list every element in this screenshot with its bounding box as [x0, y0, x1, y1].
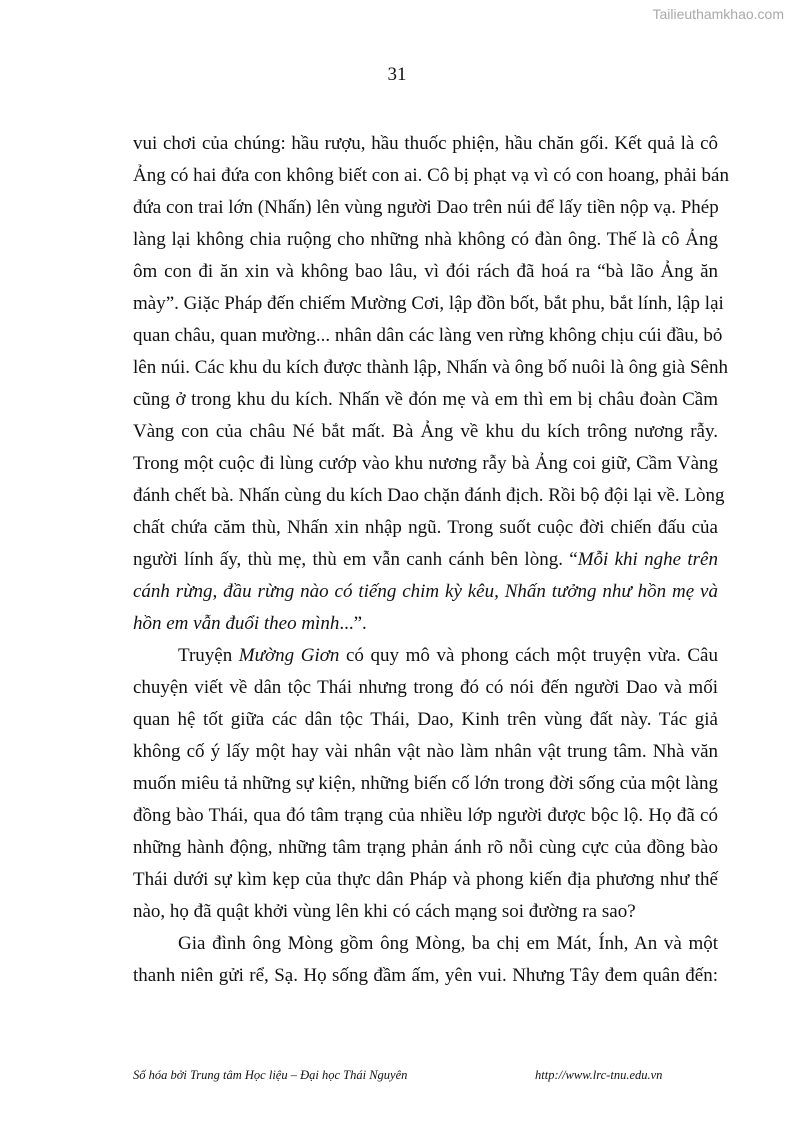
quote-line: cánh rừng, đầu rừng nào có tiếng chim kỳ kêu, Nhấn tưởng như hồn mẹ và: [133, 581, 718, 602]
text-run: người lính ấy, thù mẹ, thù em vẫn canh cánh bên lòng. “: [133, 549, 578, 570]
quote-text: hồn em vẫn đuổi theo mình: [133, 613, 340, 634]
text-line: Trong một cuộc đi lùng cướp vào khu nương rẫy bà Ảng coi giữ, Cầm Vàng: [133, 453, 718, 474]
text-line: đánh chết bà. Nhấn cùng du kích Dao chặn đánh địch. Rồi bộ đội lại về. Lòng: [133, 485, 725, 506]
body-text: [133, 128, 729, 992]
text-line: [133, 544, 718, 576]
text-line: những hành động, những tâm trạng phản ánh rõ nỗi cùng cực của đồng bào: [133, 837, 718, 858]
footer-source: Số hóa bởi Trung tâm Học liệu – Đại học Thái Nguyên: [133, 1068, 408, 1082]
text-line: đứa con trai lớn (Nhấn) lên vùng người Dao trên núi để lấy tiền nộp vạ. Phép: [133, 197, 719, 218]
text-line: [133, 608, 718, 640]
text-line: quan châu, quan mường... nhân dân các làng ven rừng không chịu cúi đầu, bỏ: [133, 325, 723, 346]
footer-url: http://www.lrc-tnu.edu.vn: [535, 1068, 663, 1082]
text-run: Truyện: [178, 645, 239, 666]
text-run: ...”.: [339, 613, 367, 634]
quote-text: Mỗi khi nghe trên: [577, 549, 718, 570]
text-line: muốn miêu tả những sự kiện, những biến cố lớn trong đời sống của một làng: [133, 773, 718, 794]
text-line: nào, họ đã quật khởi vùng lên khi có cách mạng soi đường ra sao?: [133, 901, 636, 922]
text-line: cũng ở trong khu du kích. Nhấn về đón mẹ và em thì em bị châu đoàn Cầm: [133, 389, 718, 410]
text-line: chất chứa căm thù, Nhấn xin nhập ngũ. Trong suốt cuộc đời chiến đấu của: [133, 517, 718, 538]
text-line: mày”. Giặc Pháp đến chiếm Mường Cơi, lập đồn bốt, bắt phu, bắt lính, lập lại: [133, 293, 724, 314]
work-title: Mường Giơn: [238, 645, 340, 666]
paragraph-first-line: Gia đình ông Mòng gồm ông Mòng, ba chị em Mát, Ính, An và một: [178, 933, 718, 954]
text-line: lên núi. Các khu du kích được thành lập, Nhấn và ông bố nuôi là ông già Sênh: [133, 357, 728, 378]
text-line: vui chơi của chúng: hầu rượu, hầu thuốc phiện, hầu chăn gối. Kết quả là cô: [133, 133, 718, 154]
text-line: làng lại không chia ruộng cho những nhà không có đàn ông. Thế là cô Ảng: [133, 229, 718, 250]
page-number: 31: [387, 64, 407, 85]
paragraph-first-line: [133, 640, 718, 672]
text-line: chuyện viết về dân tộc Thái nhưng trong đó có nói đến người Dao và mối: [133, 677, 718, 698]
text-line: đồng bào Thái, qua đó tâm trạng của nhiều lớp người được bộc lộ. Họ đã có: [133, 805, 718, 826]
text-line: Thái dưới sự kìm kẹp của thực dân Pháp và phong kiến địa phương như thế: [133, 869, 718, 890]
text-run: có quy mô và phong cách một truyện vừa. Câu: [339, 645, 718, 666]
text-line: quan hệ tốt giữa các dân tộc Thái, Dao, Kinh trên vùng đất này. Tác giả: [133, 709, 718, 730]
text-line: ôm con đi ăn xin và không bao lâu, vì đói rách đã hoá ra “bà lão Ảng ăn: [133, 261, 718, 282]
text-line: thanh niên gửi rể, Sạ. Họ sống đầm ấm, yên vui. Nhưng Tây đem quân đến:: [133, 965, 718, 986]
text-line: Ảng có hai đứa con không biết con ai. Cô bị phạt vạ vì có con hoang, phải bán: [133, 165, 729, 186]
watermark: Tailieuthamkhao.com: [652, 6, 784, 22]
text-line: Vàng con của châu Né bắt mất. Bà Ảng về khu du kích trông nương rẫy.: [133, 421, 718, 442]
text-line: không cố ý lấy một hay vài nhân vật nào làm nhân vật trung tâm. Nhà văn: [133, 741, 718, 762]
